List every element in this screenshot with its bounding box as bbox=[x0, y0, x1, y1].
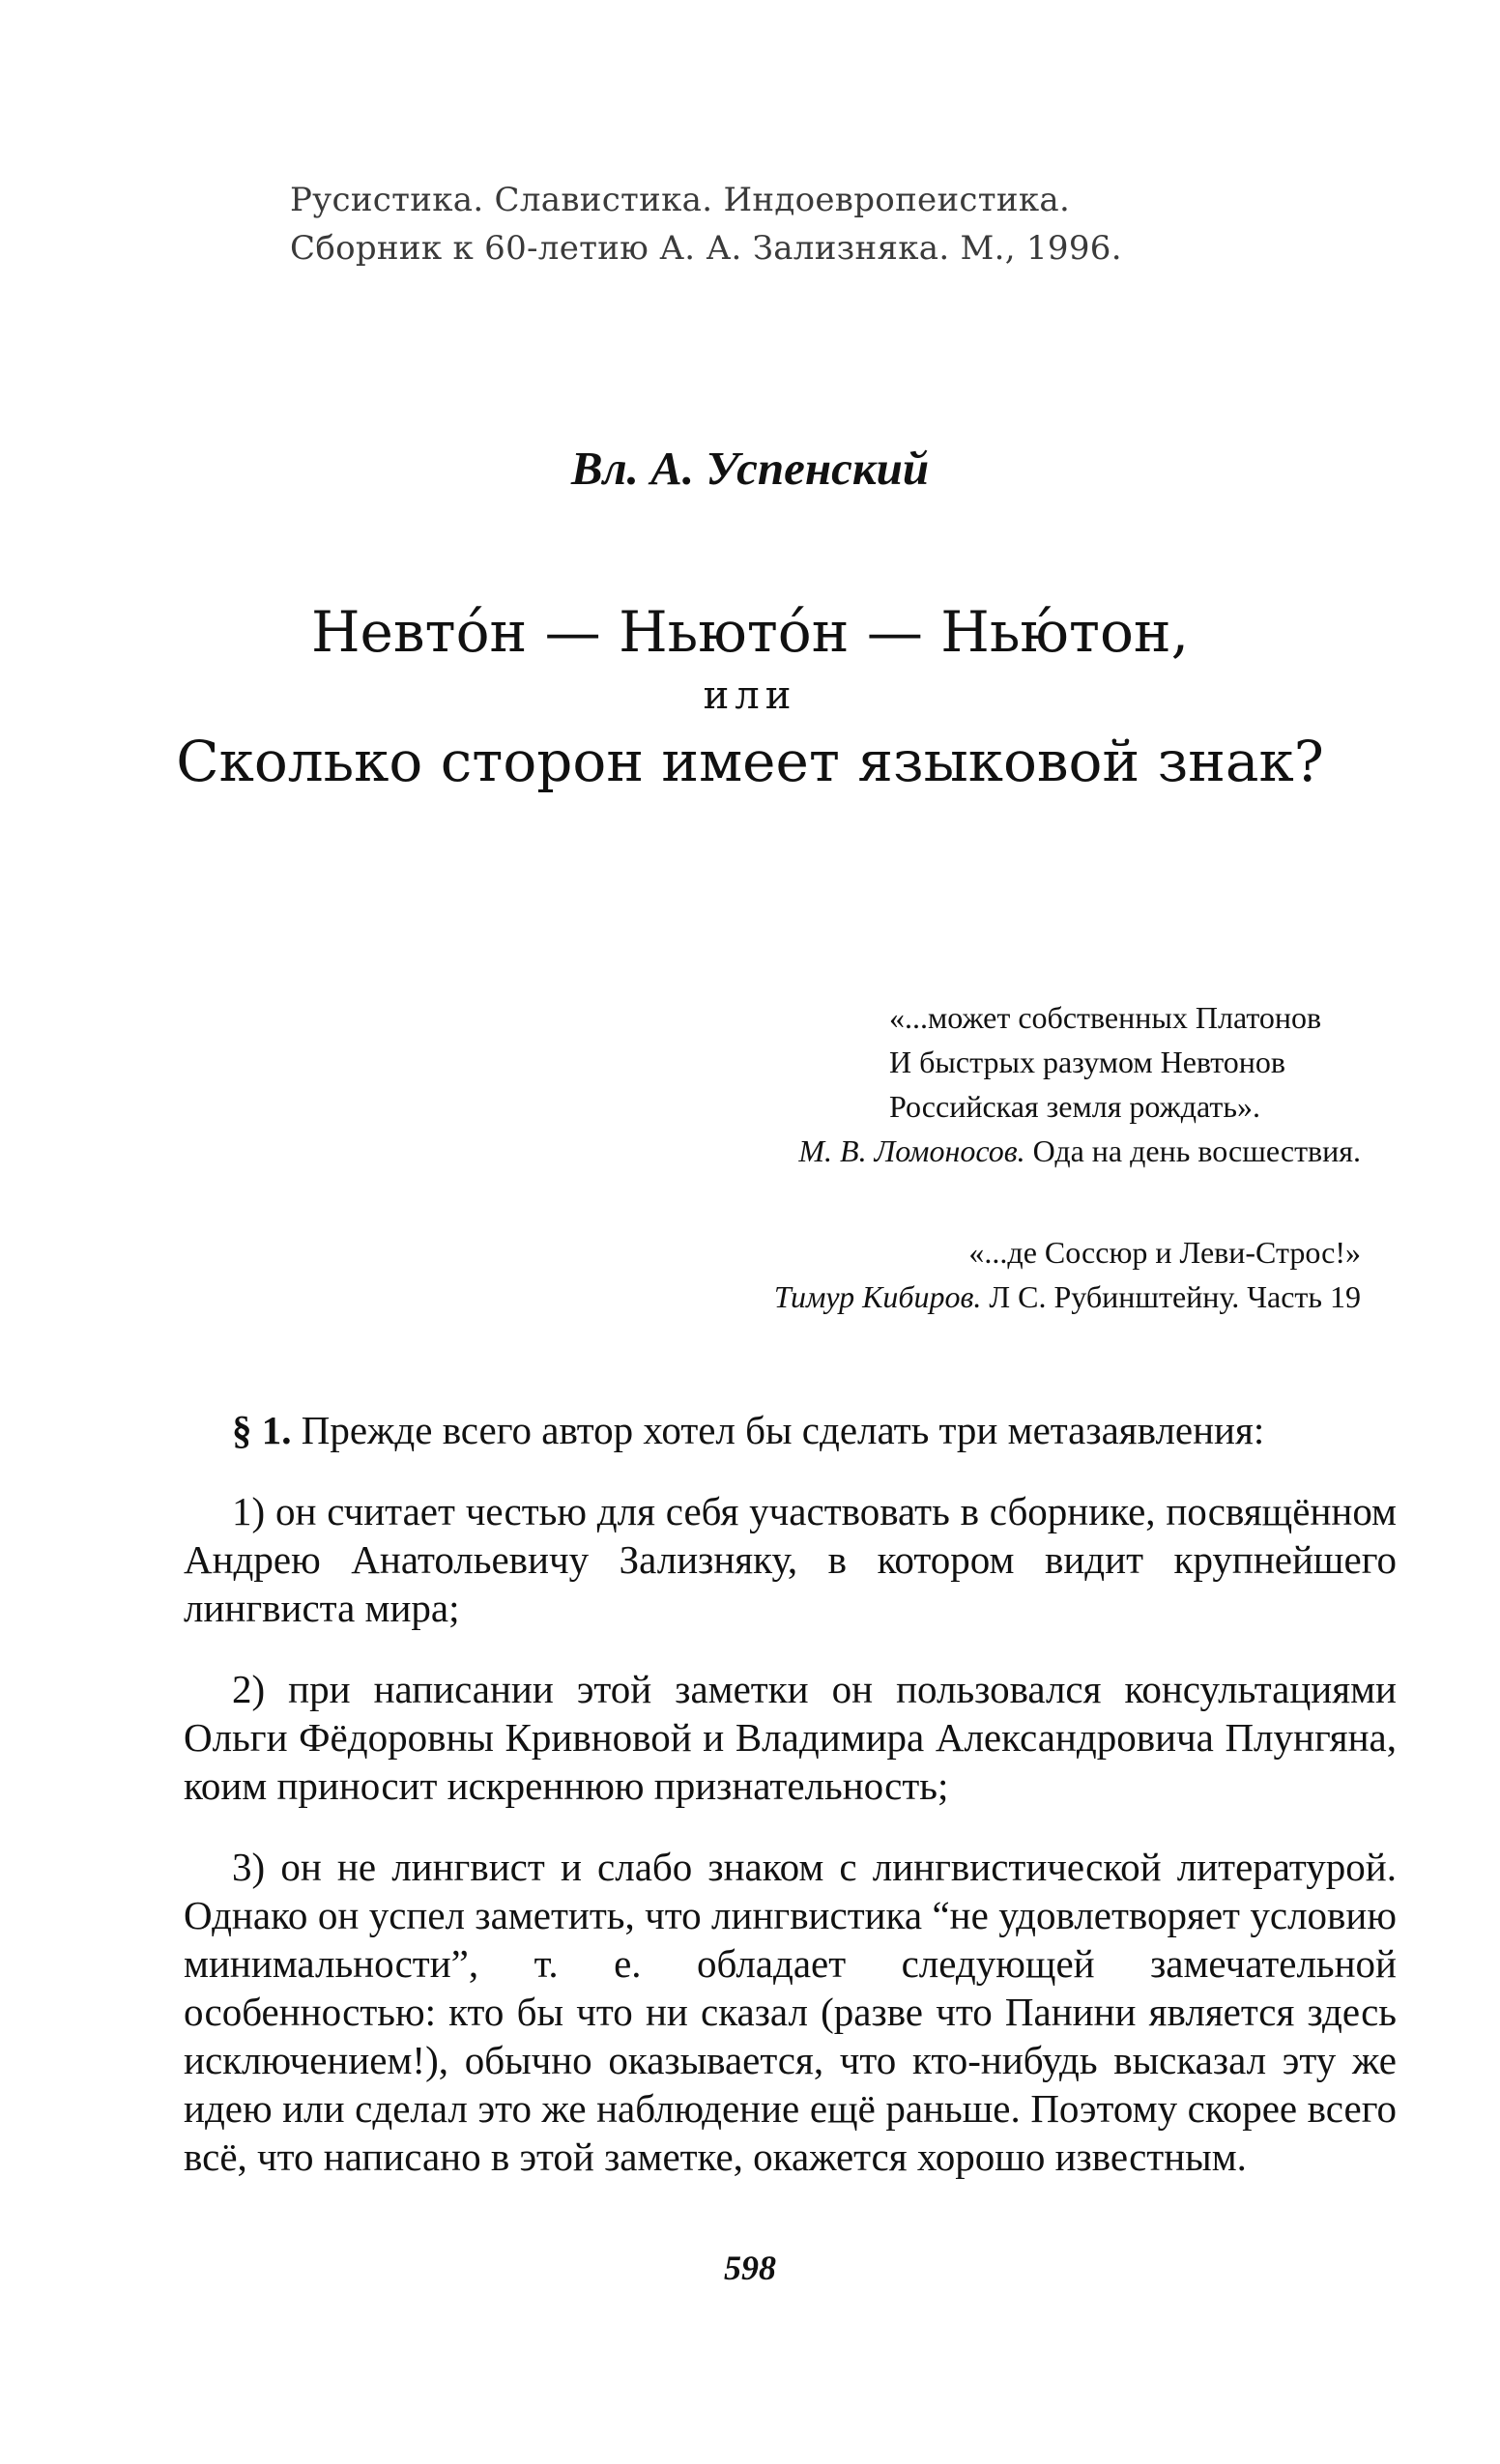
epigraph-verse bbox=[735, 995, 1411, 1129]
section-mark: § 1. bbox=[232, 1408, 292, 1452]
epigraph-verse bbox=[735, 1230, 1411, 1275]
title-line-3: Сколько сторон имеет языковой знак? bbox=[176, 729, 1324, 794]
epigraph-verse-line: «...может собственных Платонов bbox=[889, 1000, 1322, 1035]
epigraph-attribution-author: Тимур Кибиров. bbox=[773, 1279, 982, 1314]
article-title bbox=[0, 589, 1500, 806]
author-name: Вл. А. Успенский bbox=[570, 442, 930, 495]
epigraph-attribution-work: Ода на день восшествия. bbox=[1032, 1133, 1361, 1168]
epigraph-attribution bbox=[735, 1129, 1411, 1173]
epigraph-verse-line: И быстрых разумом Невтонов bbox=[889, 1045, 1286, 1079]
epigraph-lomonosov bbox=[735, 995, 1411, 1173]
source-citation bbox=[290, 176, 1256, 272]
source-line-1: Русистика. Славистика. Индоевропеистика. bbox=[290, 181, 1071, 219]
epigraph-attribution-work: Л С. Рубинштейну. Часть 19 bbox=[989, 1279, 1361, 1314]
body-paragraph-3: 3) он не лингвист и слабо знаком с лингвистической литературой. Однако он успел заметить, что лингвистика “не удовлетворяет условию минимальности”, т. е. обладает следующей замечательной особенностью: кто бы что ни сказал (разве что Панини является здесь исключением!), обычно оказывается, что кто-нибудь высказал эту же идею или сделал это же наблюдение ещё раньше. Поэтому скорее всего всё, что написано в этой заметке, окажется хорошо известным. bbox=[184, 1845, 1397, 2179]
section-intro-text: Прежде всего автор хотел бы сделать три метазаявления: bbox=[301, 1408, 1265, 1452]
epigraph-verse-line: Российская земля рождать». bbox=[889, 1089, 1260, 1124]
page-number: 598 bbox=[724, 2249, 776, 2287]
epigraph-attribution bbox=[735, 1275, 1411, 1319]
epigraph-attribution-author: М. В. Ломоносов. bbox=[798, 1133, 1025, 1168]
body-text bbox=[184, 1406, 1397, 2214]
epigraph-verse-line: «...де Соссюр и Леви-Строс!» bbox=[968, 1235, 1361, 1270]
source-line-2: Сборник к 60-летию А. А. Зализняка. М., 1996. bbox=[290, 229, 1122, 268]
title-line-2: или bbox=[703, 673, 797, 718]
body-paragraph-1: 1) он считает честью для себя участвовать в сборнике, посвящённом Андрею Анатольевичу Зализняку, в котором видит крупнейшего лингвиста мира; bbox=[184, 1489, 1397, 1630]
section-intro-paragraph bbox=[184, 1406, 1397, 1454]
title-line-1: Невто́н — Ньюто́н — Нью́тон, bbox=[310, 599, 1190, 665]
body-paragraph-2: 2) при написании этой заметки он пользовался консультациями Ольги Фёдоровны Кривновой и Владимира Александровича Плунгяна, коим приносит искреннюю признательность; bbox=[184, 1667, 1397, 1808]
epigraph-kibirov bbox=[735, 1230, 1411, 1319]
